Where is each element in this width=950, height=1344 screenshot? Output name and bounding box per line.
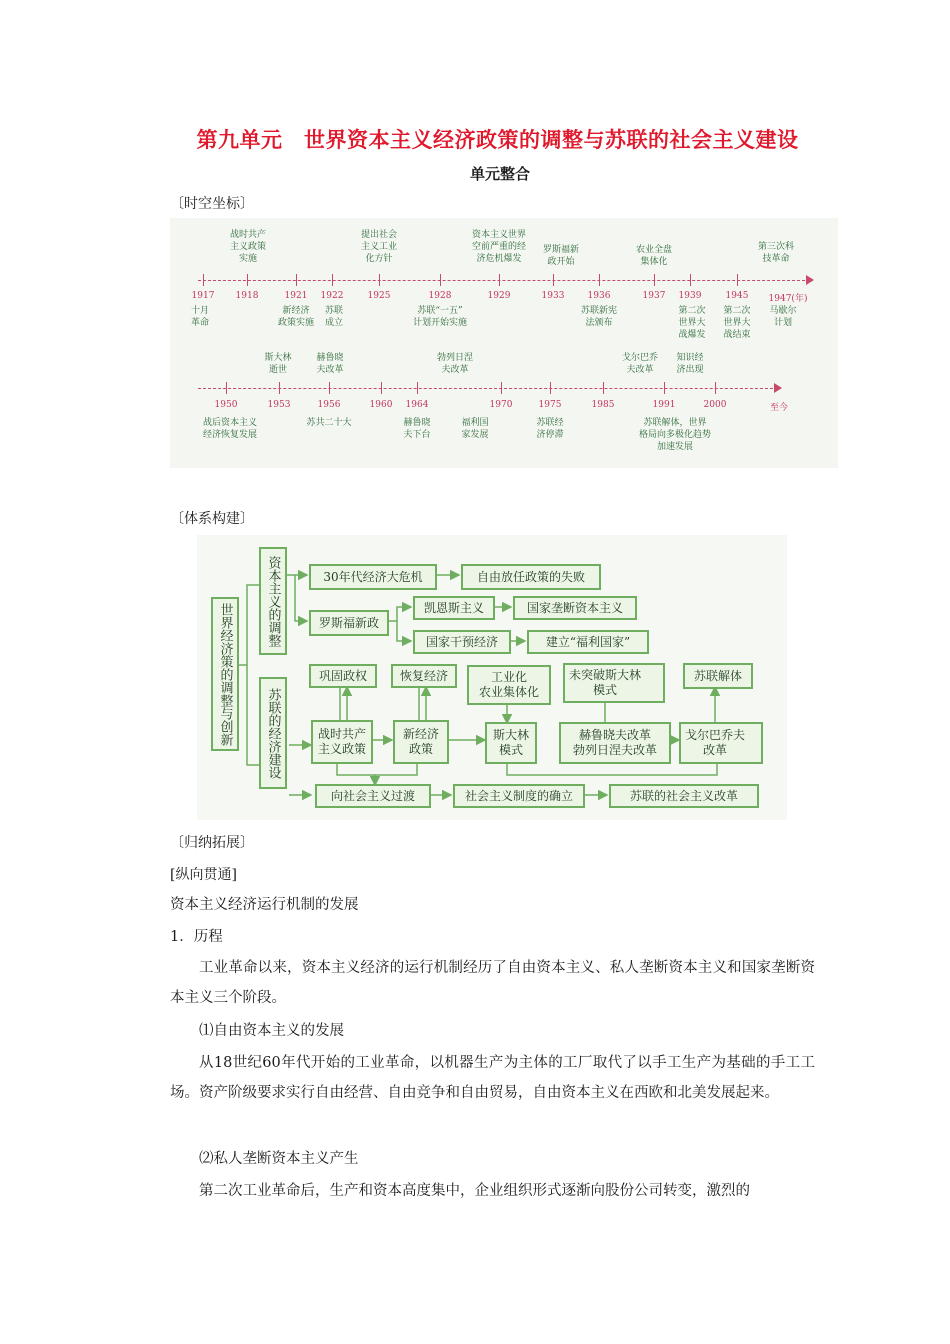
diagram-no-break: 未突破斯大林 模式 <box>563 663 665 703</box>
diagram-khrushchev-brezhnev: 赫鲁晓夫改革 勃列日涅夫改革 <box>559 722 671 764</box>
year-label: 1917 <box>191 291 215 301</box>
year-label: 1991 <box>652 400 676 410</box>
body-subheading-2: ⑵私人垄断资本主义产生 <box>199 1151 359 1167</box>
year-label: 1922 <box>320 291 344 301</box>
diagram-state-monopoly: 国家垄断资本主义 <box>513 596 637 620</box>
tick <box>664 382 665 394</box>
event-label: 知识经 济出现 <box>676 353 704 375</box>
year-label: 1960 <box>369 400 393 410</box>
section-label-system: 〔体系构建〕 <box>170 511 254 527</box>
timeline-axis-2 <box>198 388 778 389</box>
tick <box>226 382 227 394</box>
year-label: 1964 <box>405 400 429 410</box>
tick <box>599 274 600 286</box>
diagram-branch-soviet: 苏联的经济建设 <box>259 677 287 789</box>
year-label: 1975 <box>538 400 562 410</box>
diagram-consolidate: 巩固政权 <box>309 664 377 688</box>
tick <box>440 274 441 286</box>
section-label-sub: [纵向贯通] <box>170 867 237 883</box>
diagram-industrialization: 工业化 农业集体化 <box>467 665 551 705</box>
tick <box>381 382 382 394</box>
year-label: 2000 <box>703 400 727 410</box>
diagram-transition: 向社会主义过渡 <box>315 784 431 808</box>
timeline-arrow-2 <box>774 383 782 393</box>
year-label: 1929 <box>487 291 511 301</box>
event-label: 福利国 家发展 <box>461 418 489 440</box>
section-label-summary: 〔归纳拓展〕 <box>170 835 254 851</box>
event-label: 赫鲁晓 夫改革 <box>316 353 344 375</box>
event-label: 苏联新宪 法颁布 <box>580 306 618 328</box>
tick <box>690 274 691 286</box>
year-label: 1985 <box>591 400 615 410</box>
year-label: 至今 <box>769 403 789 413</box>
tick <box>553 274 554 286</box>
event-label: 农业全盘 集体化 <box>635 245 673 267</box>
timeline-panel <box>170 218 838 468</box>
tick <box>654 274 655 286</box>
tick <box>247 274 248 286</box>
year-label: 1937 <box>642 291 666 301</box>
event-label: 第三次科 技革命 <box>757 242 795 264</box>
diagram-new-deal: 罗斯福新政 <box>309 610 389 636</box>
event-label: 十月 革命 <box>190 306 210 328</box>
tick <box>279 382 280 394</box>
event-label: 第二次 世界大 战爆发 <box>678 306 706 340</box>
year-label: 1918 <box>235 291 259 301</box>
page-subtitle: 单元整合 <box>469 165 530 183</box>
event-label: 苏共二十大 <box>306 418 352 428</box>
diagram-intervention: 国家干预经济 <box>413 630 511 654</box>
tick <box>499 274 500 286</box>
event-label: 第二次 世界大 战结束 <box>723 306 751 340</box>
year-label: 1953 <box>267 400 291 410</box>
body-paragraph-1: 工业革命以来，资本主义经济的运行机制经历了自由资本主义、私人垄断资本主义和国家垄断资本主义三个阶段。 <box>170 960 815 1006</box>
tick <box>603 382 604 394</box>
diagram-recover: 恢复经济 <box>391 664 457 688</box>
event-label: 赫鲁晓 夫下台 <box>403 418 431 440</box>
body-paragraph-2: 从18世纪60年代开始的工业革命，以机器生产为主体的工厂取代了以手工生产为基础的手工工场。资产阶级要求实行自由经营、自由竞争和自由贸易，自由资本主义在西欧和北美发展起来。 <box>170 1055 815 1101</box>
year-label: 1921 <box>284 291 308 301</box>
event-label: 资本主义世界 空前严重的经 济危机爆发 <box>471 230 527 264</box>
timeline-axis-1 <box>198 280 810 281</box>
diagram-stalin-model: 斯大林 模式 <box>485 722 537 764</box>
diagram-root: 世界经济策的调整与创新 <box>211 597 239 751</box>
event-label: 战后资本主义 经济恢复发展 <box>202 418 258 440</box>
page-title: 第九单元 世界资本主义经济政策的调整与苏联的社会主义建设 <box>196 128 799 152</box>
event-label: 苏联 成立 <box>324 306 344 328</box>
tick <box>329 382 330 394</box>
timeline-arrow-1 <box>806 275 814 285</box>
diagram-nep: 新经济 政策 <box>393 720 449 764</box>
event-label: 苏联经 济停滞 <box>536 418 564 440</box>
diagram-war-communism: 战时共产 主义政策 <box>311 720 373 764</box>
diagram-branch-capitalism: 资本主义的调整 <box>259 547 287 655</box>
diagram-keynes: 凯恩斯主义 <box>413 596 495 620</box>
event-label: 马歇尔 计划 <box>769 306 797 328</box>
tick <box>379 274 380 286</box>
year-label: 1936 <box>587 291 611 301</box>
body-item-1: 1．历程 <box>170 929 223 945</box>
diagram-soviet-reform: 苏联的社会主义改革 <box>609 784 759 808</box>
year-label: 1925 <box>367 291 391 301</box>
diagram-crisis: 30年代经济大危机 <box>309 564 437 590</box>
tick <box>715 382 716 394</box>
tick <box>296 274 297 286</box>
year-label: 1945 <box>725 291 749 301</box>
diagram-laissez-faire-fail: 自由放任政策的失败 <box>461 564 601 590</box>
body-heading: 资本主义经济运行机制的发展 <box>170 897 359 913</box>
section-label-timeline: 〔时空坐标〕 <box>170 196 254 212</box>
diagram-welfare: 建立“福利国家” <box>527 630 649 654</box>
year-label: 1970 <box>489 400 513 410</box>
diagram-gorbachev: 戈尔巴乔夫 改革 <box>679 722 763 764</box>
year-label: 1933 <box>541 291 565 301</box>
event-label: 提出社会 主义工业 化方针 <box>360 230 398 264</box>
tick <box>501 382 502 394</box>
tick <box>550 382 551 394</box>
year-label: 1956 <box>317 400 341 410</box>
body-subheading-1: ⑴自由资本主义的发展 <box>199 1023 344 1039</box>
tick <box>417 382 418 394</box>
year-label: 1939 <box>678 291 702 301</box>
year-label: 1947(年) <box>768 294 808 304</box>
event-label: 苏联“一五” 计划开始实施 <box>412 306 468 328</box>
year-label: 1950 <box>214 400 238 410</box>
event-label: 戈尔巴乔 夫改革 <box>621 353 659 375</box>
event-label: 勃列日涅 夫改革 <box>436 353 474 375</box>
event-label: 斯大林 逝世 <box>264 353 292 375</box>
event-label: 新经济 政策实施 <box>277 306 315 328</box>
tick <box>203 274 204 286</box>
year-label: 1928 <box>428 291 452 301</box>
tick <box>332 274 333 286</box>
event-label: 罗斯福新 政开始 <box>542 245 580 267</box>
concept-diagram <box>197 535 787 820</box>
tick <box>737 274 738 286</box>
event-label: 战时共产 主义政策 实施 <box>229 230 267 264</box>
event-label: 苏联解体，世界 格局向多极化趋势 加速发展 <box>638 418 712 452</box>
diagram-establish: 社会主义制度的确立 <box>453 784 585 808</box>
body-paragraph-3: 第二次工业革命后，生产和资本高度集中，企业组织形式逐渐向股份公司转变，激烈的 <box>199 1183 750 1199</box>
diagram-dissolution: 苏联解体 <box>683 663 753 689</box>
